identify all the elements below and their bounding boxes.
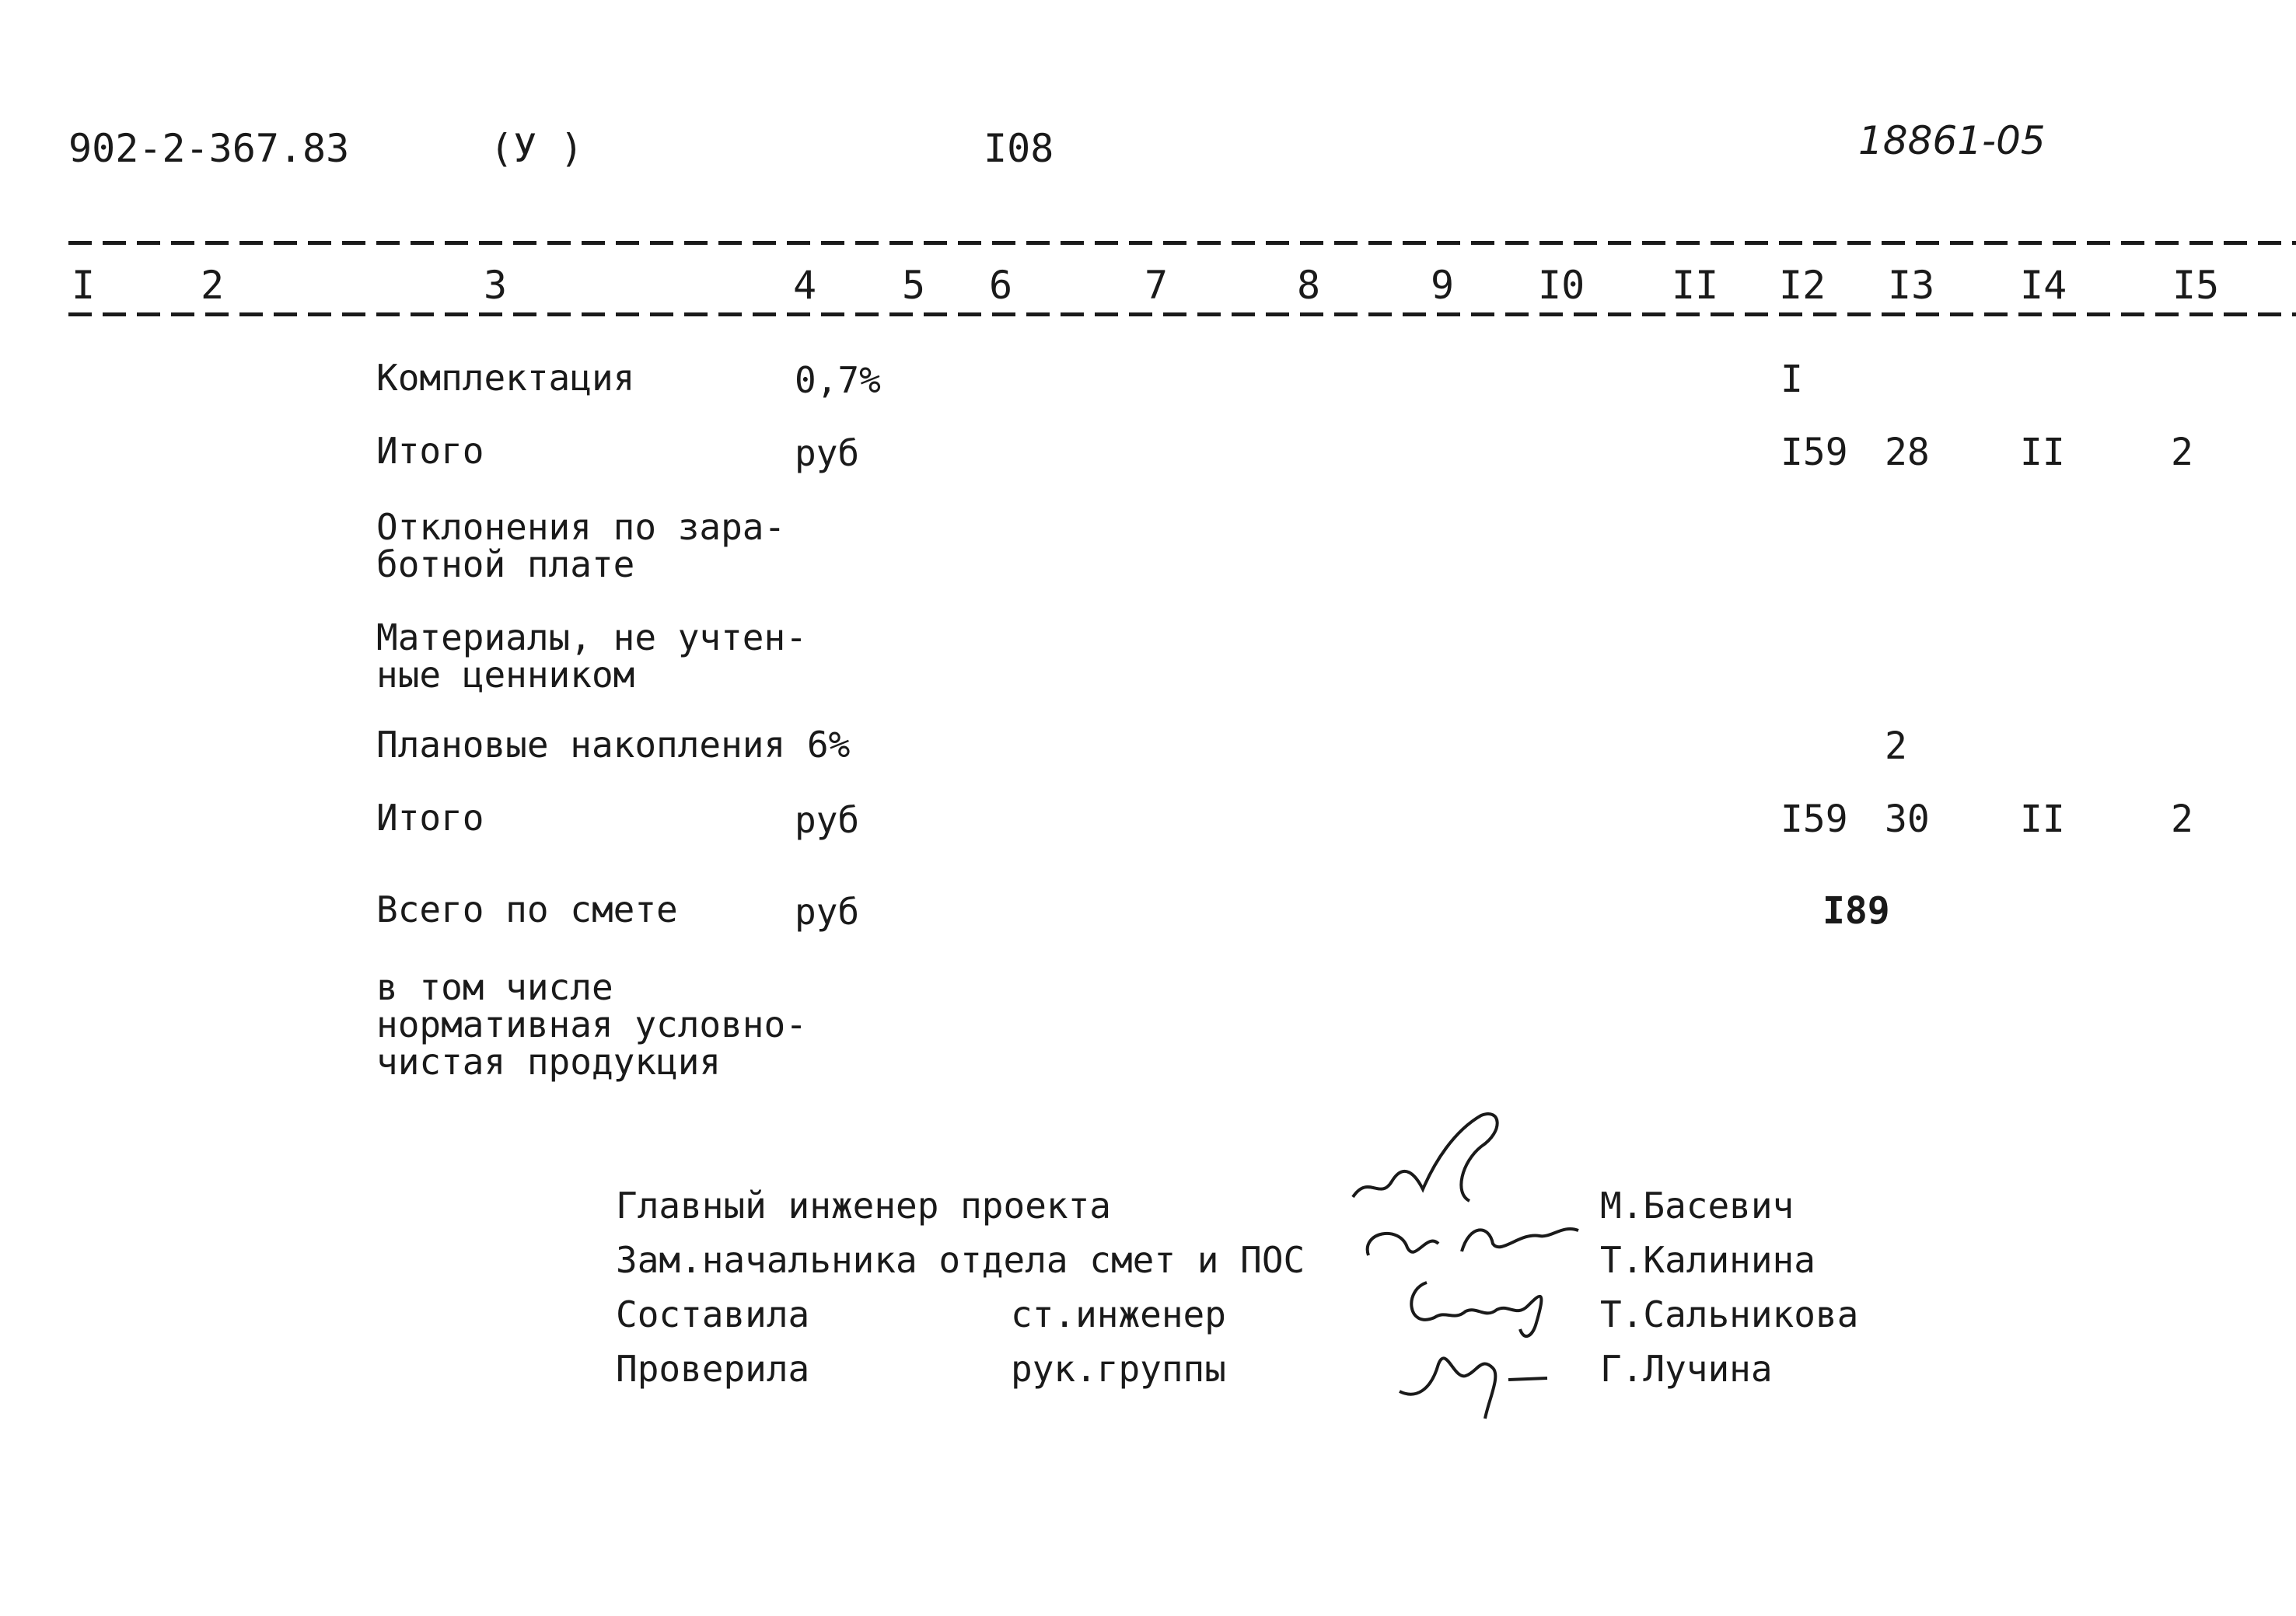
signer-title: рук.группы: [1011, 1348, 1226, 1390]
row-label: Плановые накопления 6%: [376, 724, 851, 766]
row-label: Итого: [376, 797, 484, 839]
archive-number: 18861-05: [1858, 118, 2046, 163]
row-label-line: Отклонения по зара-: [376, 506, 786, 548]
signature-scrawl-basevich: [1345, 1100, 1524, 1216]
column-number: I5: [2172, 263, 2220, 308]
row-label: Всего по смете: [376, 888, 678, 930]
column-number: 2: [201, 263, 225, 308]
cell-col-15: 2: [2171, 798, 2193, 841]
column-number: 9: [1431, 263, 1455, 308]
column-number: 8: [1297, 263, 1321, 308]
row-unit: 0,7%: [795, 359, 881, 401]
row-label-line: ботной плате: [376, 543, 635, 585]
signer-role: Проверила: [616, 1348, 810, 1390]
signature-scrawl-kalinina: [1353, 1201, 1586, 1271]
column-number: I0: [1538, 263, 1585, 308]
column-number: 6: [989, 263, 1013, 308]
row-unit: руб: [795, 799, 860, 841]
signer-role: Составила: [616, 1293, 810, 1335]
row-label-line: нормативная условно-: [376, 1003, 807, 1045]
cell-col-12: I: [1781, 358, 1803, 401]
column-number: 5: [902, 263, 926, 308]
row-label: Итого: [376, 430, 484, 472]
cell-col-15: 2: [2171, 431, 2193, 474]
cell-col-14: II: [2020, 798, 2065, 841]
row-label-line: Материалы, не учтен-: [376, 616, 807, 658]
signer-name: Т.Калинина: [1600, 1239, 1815, 1281]
row-label-line: ные ценником: [376, 654, 635, 696]
document-mark: (У ): [490, 126, 584, 171]
cell-col-12: I59: [1781, 431, 1848, 474]
signer-role: Главный инженер проекта: [616, 1185, 1111, 1227]
row-label: Комплектация: [376, 357, 635, 399]
column-number: II: [1672, 263, 1719, 308]
row-unit: руб: [795, 891, 860, 933]
row-label-line: в том числе: [376, 966, 613, 1008]
row-label-line: чистая продукция: [376, 1041, 722, 1083]
signer-name: Т.Сальникова: [1600, 1293, 1859, 1335]
column-number: 4: [793, 263, 817, 308]
page-number: I08: [984, 126, 1054, 171]
cell-col-13: 28: [1885, 431, 1930, 474]
column-number: I3: [1888, 263, 1935, 308]
row-unit: руб: [795, 432, 860, 474]
grand-total: I89: [1822, 889, 1890, 933]
signature-scrawl-luchina: [1392, 1333, 1578, 1426]
column-number: 3: [484, 263, 508, 308]
signer-name: М.Басевич: [1600, 1185, 1795, 1227]
header-rule-top: [68, 241, 2296, 245]
column-number: I4: [2020, 263, 2067, 308]
signer-title: ст.инженер: [1011, 1293, 1226, 1335]
header-rule-bottom: [68, 312, 2296, 316]
signer-role: Зам.начальника отдела смет и ПОС: [616, 1239, 1305, 1281]
signer-name: Г.Лучина: [1600, 1348, 1773, 1390]
column-number: I: [72, 263, 96, 308]
cell-col-14: II: [2020, 431, 2065, 474]
cell-col-13: 30: [1885, 798, 1930, 841]
cell-col-12: I59: [1781, 798, 1848, 841]
column-number: I2: [1779, 263, 1826, 308]
column-number: 7: [1145, 263, 1169, 308]
document-code: 902-2-367.83: [68, 126, 350, 171]
cell-col-13: 2: [1885, 724, 1907, 768]
